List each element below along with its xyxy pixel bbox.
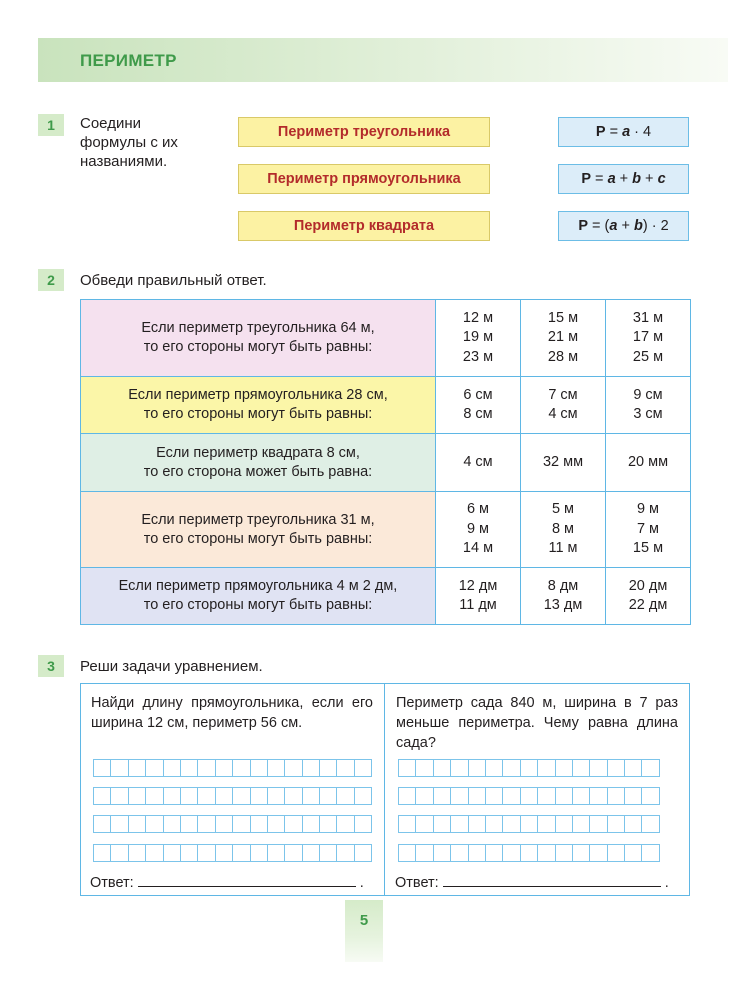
option-value: 22 дм bbox=[628, 597, 668, 613]
question-line: Если периметр прямоугольника 28 см, bbox=[128, 387, 388, 403]
formula-part: + bbox=[615, 171, 633, 187]
question-line: то его стороны могут быть равны: bbox=[143, 530, 373, 547]
grid-cell bbox=[302, 759, 320, 777]
grid-cell bbox=[624, 759, 642, 777]
name-triangle[interactable]: Периметр треугольника bbox=[238, 117, 490, 147]
grid-cell bbox=[302, 844, 320, 862]
answer-option[interactable] bbox=[521, 300, 606, 377]
formula-2[interactable] bbox=[558, 164, 689, 194]
grid-cell bbox=[284, 759, 302, 777]
grid-cell bbox=[624, 844, 642, 862]
grid-cell bbox=[433, 787, 451, 805]
grid-cell bbox=[336, 759, 354, 777]
formula-3[interactable] bbox=[558, 211, 689, 241]
table-row bbox=[81, 492, 691, 568]
grid-cell bbox=[485, 815, 503, 833]
instruction-line: Соедини bbox=[80, 115, 141, 132]
formula-part: · 4 bbox=[630, 124, 652, 140]
grid-cell bbox=[180, 759, 198, 777]
grid-cell bbox=[284, 844, 302, 862]
task-1-instruction bbox=[80, 114, 178, 171]
grid-cell bbox=[433, 815, 451, 833]
question-line: то его стороны могут быть равны: bbox=[143, 406, 373, 422]
grid-cell bbox=[110, 815, 128, 833]
option-value: 8 дм bbox=[547, 577, 579, 594]
writing-grid-row[interactable] bbox=[398, 787, 659, 805]
answer-option[interactable] bbox=[521, 434, 606, 492]
grid-cell bbox=[145, 787, 163, 805]
grid-cell bbox=[485, 844, 503, 862]
option-value: 9 см bbox=[633, 386, 663, 403]
question-cell bbox=[81, 568, 436, 625]
grid-cell bbox=[267, 844, 285, 862]
grid-cell bbox=[197, 787, 215, 805]
name-rectangle[interactable]: Периметр прямоугольника bbox=[238, 164, 490, 194]
grid-cell bbox=[450, 815, 468, 833]
grid-cell bbox=[336, 815, 354, 833]
grid-cell bbox=[607, 787, 625, 805]
formula-equals: = bbox=[588, 218, 605, 234]
formula-var-p: P bbox=[578, 218, 589, 234]
option-value: 14 м bbox=[462, 540, 494, 557]
table-row bbox=[81, 434, 691, 492]
formula-part: a bbox=[622, 124, 631, 140]
option-value: 4 см bbox=[463, 453, 493, 470]
name-square[interactable]: Периметр квадрата bbox=[238, 211, 490, 241]
option-value: 32 мм bbox=[542, 453, 584, 470]
answer-option[interactable] bbox=[521, 568, 606, 625]
grid-cell bbox=[319, 759, 337, 777]
grid-cell bbox=[93, 759, 111, 777]
grid-cell bbox=[398, 759, 416, 777]
grid-cell bbox=[502, 787, 520, 805]
grid-cell bbox=[433, 844, 451, 862]
problem-1-text: Найди длину прямоугольника, если его ширина 12 см, периметр 56 см. bbox=[91, 695, 373, 731]
option-value: 15 м bbox=[547, 309, 579, 326]
grid-cell bbox=[354, 844, 372, 862]
option-value: 25 м bbox=[632, 348, 664, 365]
grid-cell bbox=[250, 787, 268, 805]
answer-option[interactable] bbox=[606, 568, 691, 625]
grid-cell bbox=[267, 815, 285, 833]
grid-cell bbox=[537, 844, 555, 862]
grid-cell bbox=[250, 759, 268, 777]
formula-part: b bbox=[632, 171, 642, 187]
grid-cell bbox=[215, 815, 233, 833]
option-value: 12 дм bbox=[458, 577, 498, 594]
grid-cell bbox=[145, 815, 163, 833]
grid-cell bbox=[572, 787, 590, 805]
grid-cell bbox=[607, 759, 625, 777]
grid-cell bbox=[641, 844, 659, 862]
formula-part: a bbox=[607, 171, 616, 187]
answer-option[interactable] bbox=[606, 492, 691, 568]
answer-option[interactable] bbox=[521, 492, 606, 568]
grid-cell bbox=[267, 787, 285, 805]
page-number-tab bbox=[345, 900, 383, 962]
grid-cell bbox=[572, 815, 590, 833]
option-value: 7 см bbox=[548, 386, 578, 403]
task-2-instruction: Обведи правильный ответ. bbox=[80, 272, 267, 289]
option-value: 8 см bbox=[463, 406, 493, 422]
option-value: 5 м bbox=[551, 501, 575, 518]
grid-cell bbox=[284, 787, 302, 805]
answer-option[interactable] bbox=[436, 492, 521, 568]
grid-cell bbox=[197, 815, 215, 833]
option-value: 17 м bbox=[632, 329, 664, 346]
grid-cell bbox=[555, 844, 573, 862]
grid-cell bbox=[572, 844, 590, 862]
grid-cell bbox=[128, 844, 146, 862]
grid-cell bbox=[93, 844, 111, 862]
grid-cell bbox=[250, 844, 268, 862]
formula-part: ( bbox=[604, 218, 610, 234]
grid-cell bbox=[354, 759, 372, 777]
question-line: то его стороны могут быть равны: bbox=[143, 339, 373, 355]
grid-cell bbox=[302, 815, 320, 833]
grid-cell bbox=[520, 844, 538, 862]
formula-part: b bbox=[634, 218, 643, 234]
option-value: 15 м bbox=[632, 540, 664, 557]
grid-cell bbox=[398, 844, 416, 862]
grid-cell bbox=[215, 844, 233, 862]
grid-cell bbox=[319, 844, 337, 862]
option-value: 28 м bbox=[547, 348, 579, 365]
answer-line-2: Ответ: . bbox=[395, 872, 669, 891]
answer-option[interactable] bbox=[521, 377, 606, 434]
option-value: 9 м bbox=[466, 520, 490, 537]
grid-cell bbox=[250, 815, 268, 833]
formula-part: a bbox=[609, 218, 618, 234]
grid-cell bbox=[163, 815, 181, 833]
grid-cell bbox=[485, 787, 503, 805]
writing-grid-row[interactable] bbox=[398, 815, 659, 833]
grid-cell bbox=[572, 759, 590, 777]
grid-cell bbox=[215, 759, 233, 777]
writing-grid-row[interactable] bbox=[93, 815, 371, 833]
grid-cell bbox=[128, 759, 146, 777]
grid-cell bbox=[589, 759, 607, 777]
grid-cell bbox=[163, 787, 181, 805]
formula-equals: = bbox=[605, 124, 623, 140]
option-value: 19 м bbox=[462, 329, 494, 346]
grid-cell bbox=[163, 844, 181, 862]
writing-grid-row[interactable] bbox=[93, 759, 371, 777]
grid-cell bbox=[589, 787, 607, 805]
grid-cell bbox=[415, 759, 433, 777]
formula-1[interactable] bbox=[558, 117, 689, 147]
grid-cell bbox=[589, 844, 607, 862]
grid-cell bbox=[415, 787, 433, 805]
answer-label: Ответ: bbox=[90, 875, 134, 891]
task-3-number: 3 bbox=[38, 655, 64, 677]
grid-cell bbox=[520, 815, 538, 833]
writing-grid-row[interactable] bbox=[398, 759, 659, 777]
question-cell bbox=[81, 377, 436, 434]
grid-cell bbox=[284, 815, 302, 833]
answer-label: Ответ: bbox=[395, 875, 439, 891]
question-line: то его сторона может быть равна: bbox=[143, 463, 373, 480]
grid-cell bbox=[128, 815, 146, 833]
option-value: 31 м bbox=[632, 309, 664, 326]
answers-table bbox=[80, 299, 691, 625]
grid-cell bbox=[468, 759, 486, 777]
option-value: 20 дм bbox=[628, 577, 668, 594]
question-cell bbox=[81, 434, 436, 492]
column-divider bbox=[384, 684, 385, 895]
grid-cell bbox=[398, 815, 416, 833]
grid-cell bbox=[433, 759, 451, 777]
grid-cell bbox=[319, 787, 337, 805]
formula-part: + bbox=[617, 218, 634, 234]
answer-option[interactable] bbox=[606, 377, 691, 434]
grid-cell bbox=[450, 844, 468, 862]
option-value: 11 дм bbox=[459, 597, 497, 613]
answer-option[interactable] bbox=[436, 377, 521, 434]
answer-option[interactable] bbox=[606, 300, 691, 377]
formula-var-p: P bbox=[581, 171, 592, 187]
option-value: 21 м bbox=[547, 329, 579, 346]
grid-cell bbox=[555, 815, 573, 833]
grid-cell bbox=[145, 844, 163, 862]
task-3-box bbox=[80, 683, 690, 896]
grid-cell bbox=[93, 787, 111, 805]
grid-cell bbox=[232, 844, 250, 862]
grid-cell bbox=[468, 844, 486, 862]
formula-part: + bbox=[641, 171, 658, 187]
grid-cell bbox=[450, 787, 468, 805]
grid-cell bbox=[180, 815, 198, 833]
grid-cell bbox=[624, 787, 642, 805]
question-cell bbox=[81, 300, 436, 377]
option-value: 23 м bbox=[462, 348, 494, 365]
option-value: 13 дм bbox=[543, 597, 583, 613]
answer-option[interactable] bbox=[436, 568, 521, 625]
grid-cell bbox=[110, 787, 128, 805]
grid-cell bbox=[555, 787, 573, 805]
formula-part: ) · 2 bbox=[642, 218, 669, 234]
table-row bbox=[81, 568, 691, 625]
task-1-number: 1 bbox=[38, 114, 64, 136]
answer-option[interactable] bbox=[436, 434, 521, 492]
grid-cell bbox=[398, 787, 416, 805]
section-banner bbox=[38, 38, 728, 82]
writing-grid-row[interactable] bbox=[93, 787, 371, 805]
grid-cell bbox=[641, 787, 659, 805]
grid-cell bbox=[197, 844, 215, 862]
writing-grid-row[interactable] bbox=[398, 844, 659, 862]
grid-cell bbox=[415, 844, 433, 862]
grid-cell bbox=[607, 844, 625, 862]
grid-cell bbox=[232, 787, 250, 805]
grid-cell bbox=[624, 815, 642, 833]
table-row bbox=[81, 377, 691, 434]
option-value: 20 мм bbox=[627, 453, 669, 470]
grid-cell bbox=[354, 815, 372, 833]
grid-cell bbox=[354, 787, 372, 805]
question-line: Если периметр треугольника 64 м, bbox=[141, 320, 375, 336]
grid-cell bbox=[468, 787, 486, 805]
grid-cell bbox=[502, 815, 520, 833]
instruction-line: названиями. bbox=[80, 153, 168, 170]
grid-cell bbox=[128, 787, 146, 805]
grid-cell bbox=[520, 787, 538, 805]
option-value: 6 см bbox=[463, 386, 493, 403]
grid-cell bbox=[607, 815, 625, 833]
answer-option[interactable] bbox=[606, 434, 691, 492]
grid-cell bbox=[93, 815, 111, 833]
grid-cell bbox=[180, 844, 198, 862]
grid-cell bbox=[110, 844, 128, 862]
grid-cell bbox=[267, 759, 285, 777]
grid-cell bbox=[163, 759, 181, 777]
grid-cell bbox=[641, 759, 659, 777]
writing-grid-row[interactable] bbox=[93, 844, 371, 862]
grid-cell bbox=[197, 759, 215, 777]
instruction-line: формулы с их bbox=[80, 134, 178, 151]
question-cell bbox=[81, 492, 436, 568]
grid-cell bbox=[450, 759, 468, 777]
grid-cell bbox=[336, 844, 354, 862]
grid-cell bbox=[319, 815, 337, 833]
option-value: 8 м bbox=[551, 520, 575, 537]
grid-cell bbox=[502, 844, 520, 862]
answer-option[interactable] bbox=[436, 300, 521, 377]
answer-line-1: Ответ: . bbox=[90, 872, 364, 891]
task-2-number: 2 bbox=[38, 269, 64, 291]
grid-cell bbox=[145, 759, 163, 777]
grid-cell bbox=[641, 815, 659, 833]
grid-cell bbox=[555, 759, 573, 777]
formula-equals: = bbox=[591, 171, 608, 187]
answer-input-2[interactable] bbox=[443, 872, 661, 887]
option-value: 7 м bbox=[636, 520, 660, 537]
option-value: 4 см bbox=[548, 406, 578, 422]
problem-2-text: Периметр сада 840 м, ширина в 7 раз меньше периметра. Чему равна длина сада? bbox=[396, 695, 678, 751]
answer-input-1[interactable] bbox=[138, 872, 356, 887]
task-3-instruction: Реши задачи уравнением. bbox=[80, 658, 263, 675]
grid-cell bbox=[415, 815, 433, 833]
option-value: 11 м bbox=[548, 540, 578, 557]
option-value: 6 м bbox=[466, 501, 490, 518]
grid-cell bbox=[336, 787, 354, 805]
option-value: 12 м bbox=[462, 309, 494, 326]
option-value: 3 см bbox=[633, 406, 663, 422]
formula-part: c bbox=[657, 171, 666, 187]
formula-var-p: P bbox=[595, 124, 606, 140]
grid-cell bbox=[485, 759, 503, 777]
question-line: Если периметр треугольника 31 м, bbox=[141, 511, 375, 528]
option-value: 9 м bbox=[636, 501, 660, 518]
grid-cell bbox=[180, 787, 198, 805]
grid-cell bbox=[468, 815, 486, 833]
grid-cell bbox=[232, 759, 250, 777]
grid-cell bbox=[589, 815, 607, 833]
grid-cell bbox=[537, 759, 555, 777]
grid-cell bbox=[537, 815, 555, 833]
page-number: 5 bbox=[359, 912, 369, 929]
page-title: ПЕРИМЕТР bbox=[80, 51, 177, 70]
table-row bbox=[81, 300, 691, 377]
grid-cell bbox=[302, 787, 320, 805]
grid-cell bbox=[110, 759, 128, 777]
question-line: Если периметр прямоугольника 4 м 2 дм, bbox=[118, 578, 398, 594]
grid-cell bbox=[232, 815, 250, 833]
grid-cell bbox=[215, 787, 233, 805]
grid-cell bbox=[502, 759, 520, 777]
grid-cell bbox=[537, 787, 555, 805]
grid-cell bbox=[520, 759, 538, 777]
question-line: Если периметр квадрата 8 см, bbox=[156, 444, 360, 461]
question-line: то его стороны могут быть равны: bbox=[143, 597, 373, 613]
